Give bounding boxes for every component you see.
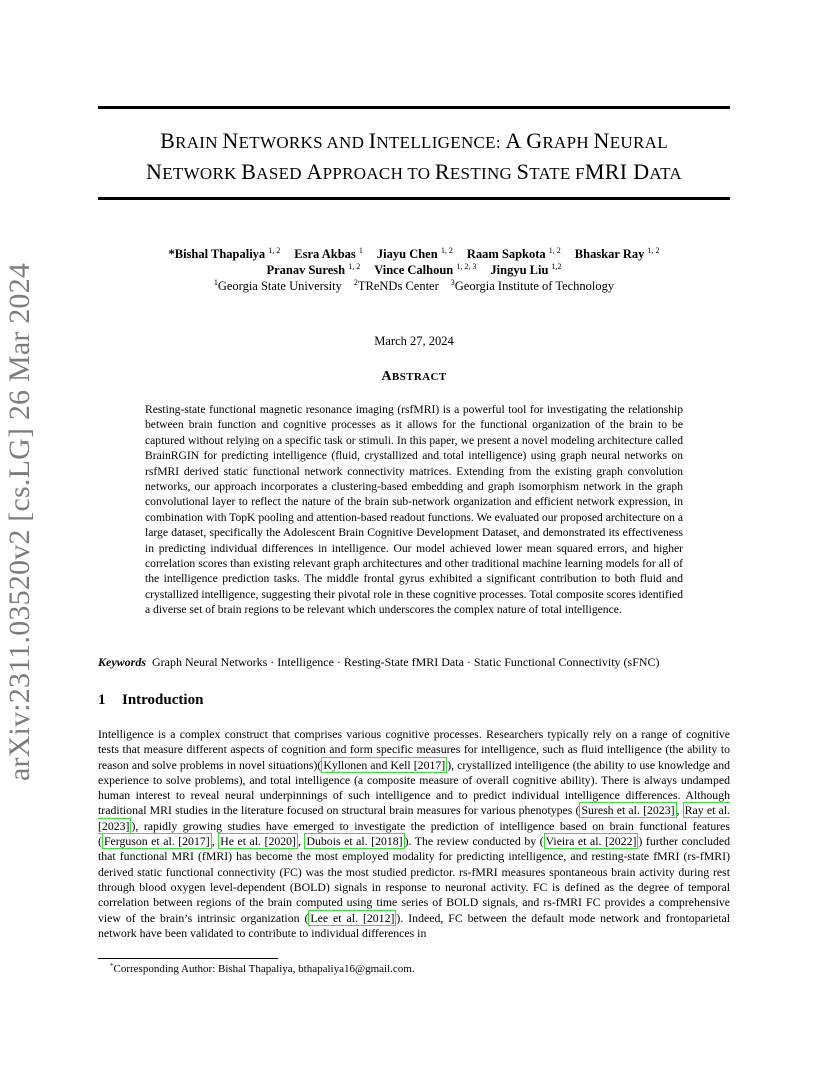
affiliation-mark: 3 [450, 278, 455, 287]
author-affiliation-mark: 1, 2 [440, 246, 453, 255]
affiliation-name: Georgia State University [217, 279, 342, 293]
citation-link[interactable]: Dubois et al. [2018] [306, 834, 403, 849]
citation-link[interactable]: Kyllonen and Kell [2017] [323, 757, 446, 772]
citation-link[interactable]: Ray et al. [2023] [98, 803, 730, 833]
introduction-paragraph [98, 727, 730, 941]
footnote-rule [98, 958, 278, 959]
author-name: Raam Sapkota [466, 247, 546, 261]
abstract-text: Resting-state functional magnetic resonance imaging (rsfMRI) is a powerful tool for investigating the relationship between brain function and cognitive processes as it allows for the functional organization of the brain to be captured without relying on a specific task or stimuli. In this paper, we present a novel modeling architecture called BrainRGIN for predicting intelligence (fluid, crystallized and total intelligence) using graph neural networks on rsfMRI derived static functional network connectivity matrices. Extending from the existing graph convolution networks, our approach incorporates a clustering-based embedding and graph isomorphism network in the graph convolutional layer to reflect the nature of the brain sub-network organization and efficient network expression, in combination with TopK pooling and attention-based readout functions. We evaluated our proposed architecture on a large dataset, specifically the Adolescent Brain Cognitive Development Dataset, and demonstrated its effectiveness in predicting individual differences in intelligence. Our model achieved lower mean squared errors, and higher correlation scores than existing relevant graph architectures and other traditional machine learning models for all of the intelligence prediction tasks. The middle frontal gyrus exhibited a significant contribution to both fluid and crystallized intelligence, suggesting their pivotal role in these cognitive processes. Total composite scores identified a diverse set of brain regions to be relevant which underscores the complex nature of total intelligence. [145, 403, 683, 617]
author-affiliation-mark: 1, 2 [548, 246, 561, 255]
author-name: Esra Akbas [294, 247, 356, 261]
title-smallcaps: ASED [256, 164, 307, 183]
paper-title [98, 126, 730, 188]
intro-text-run: , [211, 834, 219, 849]
author-affiliation-mark: 1 [358, 246, 363, 255]
intro-text-run: , [297, 834, 305, 849]
author-name: Pranav Suresh [266, 263, 346, 277]
affiliations [98, 278, 730, 294]
author-name: Jingyu Liu [490, 263, 549, 277]
citation-link[interactable]: Lee et al. [2012] [310, 910, 395, 925]
author-name: Vince Calhoun [374, 263, 454, 277]
footnote [110, 963, 415, 975]
citation-link[interactable]: Vieira et al. [2022] [545, 834, 637, 849]
section-title: Introduction [122, 692, 204, 708]
title-cap: D [633, 159, 650, 184]
footnote-text: Corresponding Author: Bishal Thapaliya, bthapaliya16@gmail.com. [113, 963, 415, 975]
intro-text-run: ). Indeed, FC between the default mode network and frontoparietal network have been validated to contribute to individual differences in [98, 910, 730, 940]
title-cap: S [516, 159, 530, 184]
intro-text-run: Intelligence is a complex construct that comprises various cognitive processes. Researchers typically rely on a range of cognitive tests that measure different aspects of cognition and form specific measures for intelligence, such as fluid intelligence (the ability to reason and solve problems in novel situations)( [98, 727, 730, 772]
title-smallcaps: TATE F [529, 164, 585, 183]
affiliation-name: TReNDs Center [357, 279, 439, 293]
author-affiliation-mark: 1, 2 [647, 246, 660, 255]
title-cap: R [434, 159, 450, 184]
title-smallcaps: RAIN [175, 133, 223, 152]
arxiv-identifier: arXiv:2311.03520v2 [cs.LG] 26 Mar 2024 [3, 262, 36, 782]
intro-text-run: , [676, 803, 683, 818]
intro-text-run: ), rapidly growing studies have emerged to investigate the prediction of intelligence based on brain functional features ( [98, 818, 730, 849]
author-name: *Bishal Thapaliya [168, 247, 266, 261]
title-cap: B [241, 159, 257, 184]
title-cap: I [368, 128, 377, 153]
keywords-line [98, 655, 738, 670]
title-smallcaps: RAPH [542, 133, 594, 152]
intro-text-run: ) further concluded that functional MRI (fMRI) has become the most employed modality for predicting intelligence, and resting-state fMRI (rs-fMRI) derived static functional connectivity (FC) was the most studied predictor. rs-fMRI measures spontaneous brain activity during rest through blood oxygen level-dependent (BOLD) signals in response to neuronal activity. FC is defined as the degree of temporal correlation between regions of the brain computed using time series of BOLD signals, and rs-fMRI FC provides a comprehensive view of the brain’s intrinsic organization ( [98, 834, 730, 925]
author-row-2 [98, 262, 730, 278]
abstract-heading: ABSTRACT [381, 369, 447, 384]
footnote-mark: * [110, 962, 114, 970]
title-cap: N [593, 128, 610, 153]
author-affiliation-mark: 1, 2, 3 [456, 262, 477, 271]
author-name: Jiayu Chen [376, 247, 438, 261]
publication-date: March 27, 2024 [374, 334, 454, 348]
title-smallcaps: EURAL [609, 133, 668, 152]
affiliation-mark: 1 [213, 278, 218, 287]
title-cap: B [160, 128, 176, 153]
title-line-1 [98, 126, 730, 157]
title-top-rule [98, 106, 730, 109]
citation-link[interactable]: Ferguson et al. [2017] [103, 834, 210, 849]
keywords-text: Graph Neural Networks · Intelligence · Resting-State fMRI Data · Static Functional Connectivity (sFNC) [152, 655, 660, 669]
title-bottom-rule [98, 197, 730, 200]
section-heading [98, 692, 203, 709]
title-cap: MRI [584, 159, 634, 184]
keywords-label: Keywords [98, 655, 146, 669]
title-smallcaps: PPROACH TO [322, 164, 435, 183]
title-cap: A [306, 159, 323, 184]
citation-link[interactable]: Suresh et al. [2023] [581, 803, 675, 818]
title-cap: N [146, 159, 163, 184]
title-cap: A [505, 128, 527, 153]
title-smallcaps: ATA [649, 164, 682, 183]
title-smallcaps: ETWORK [162, 164, 242, 183]
affiliation-mark: 2 [353, 278, 358, 287]
affiliation-name: Georgia Institute of Technology [454, 279, 615, 293]
author-block [98, 246, 730, 294]
author-affiliation-mark: 1, 2 [348, 262, 361, 271]
author-name: Bhaskar Ray [574, 247, 645, 261]
title-smallcaps: ETWORKS AND [238, 133, 369, 152]
title-cap: G [526, 128, 543, 153]
intro-text-run: ). The review conducted by ( [404, 834, 544, 849]
title-cap: N [222, 128, 239, 153]
title-smallcaps: NTELLIGENCE: [376, 133, 506, 152]
intro-text-run: ), crystallized intelligence (the ability to use knowledge and experience to solve problems), and total intelligence (a composite measure of overall cognitive ability). There is always undamped human interest to reveal neural underpinnings of such intelligence and to predict individual intelligence differences. Although traditional MRI studies in the literature focused on structural brain measures for various phenotypes ( [98, 757, 730, 818]
title-line-2 [98, 157, 730, 188]
author-affiliation-mark: 1,2 [551, 262, 562, 271]
title-smallcaps: ESTING [449, 164, 517, 183]
section-number: 1 [98, 692, 106, 708]
author-row-1 [98, 246, 730, 262]
author-affiliation-mark: 1, 2 [268, 246, 281, 255]
citation-link[interactable]: He et al. [2020] [220, 834, 296, 849]
